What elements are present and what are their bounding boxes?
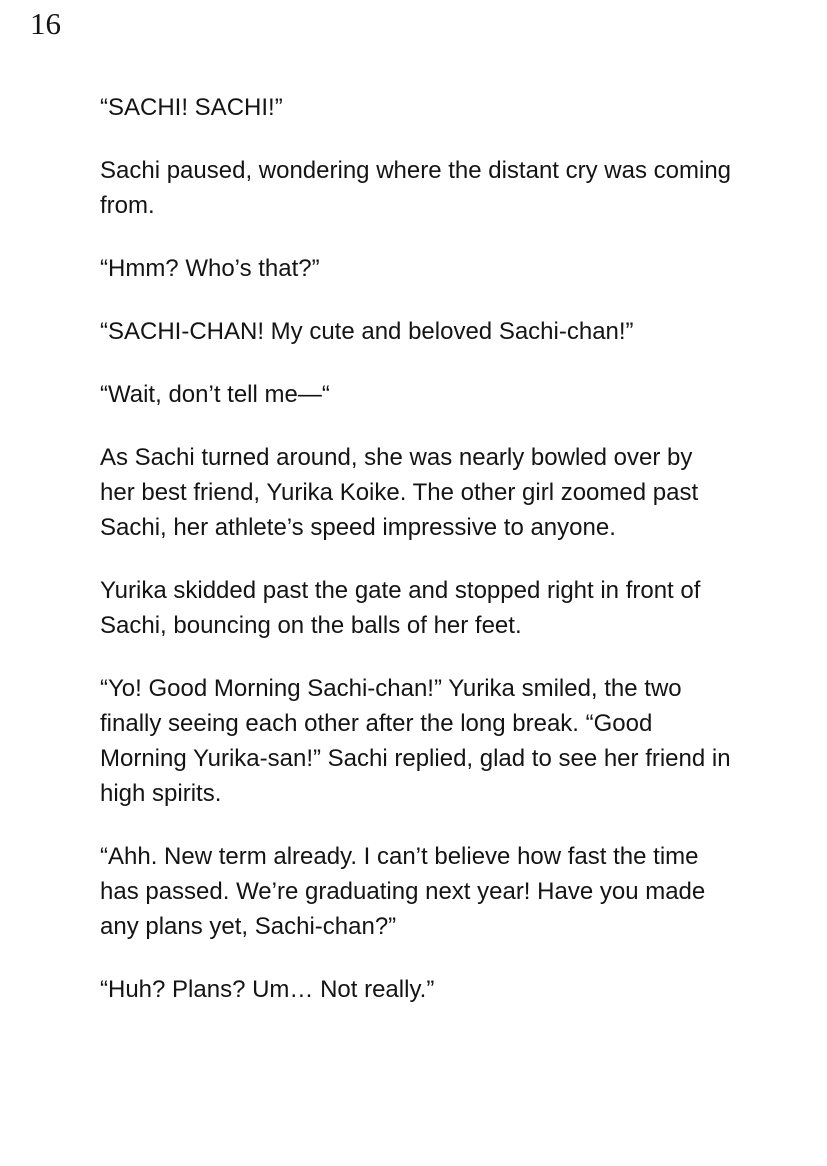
paragraph: Yurika skidded past the gate and stopped right in front of Sachi, bouncing on the balls of her feet. bbox=[100, 577, 701, 639]
paragraph: “Huh? Plans? Um… Not really.” bbox=[100, 976, 435, 1003]
paragraph: Sachi paused, wondering where the distant cry was coming from. bbox=[100, 157, 732, 219]
paragraph: “Yo! Good Morning Sachi-chan!” Yurika smiled, the two finally seeing each other after the long break. “Good Morning Yurika-san!” Sachi replied, glad to see her friend in high spirits. bbox=[100, 675, 731, 807]
paragraph: “SACHI-CHAN! My cute and beloved Sachi-chan!” bbox=[100, 318, 634, 345]
paragraph: “Wait, don’t tell me—“ bbox=[100, 381, 330, 408]
page-number: 16 bbox=[30, 6, 61, 41]
paragraph: As Sachi turned around, she was nearly bowled over by her best friend, Yurika Koike. The other girl zoomed past Sachi, her athlete’s speed impressive to anyone. bbox=[100, 444, 699, 541]
paragraph: “Ahh. New term already. I can’t believe how fast the time has passed. We’re graduating next year! Have you made any plans yet, Sachi-chan?” bbox=[100, 843, 706, 940]
paragraph: “Hmm? Who’s that?” bbox=[100, 255, 320, 282]
page-text bbox=[100, 90, 732, 1035]
paragraph: “SACHI! SACHI!” bbox=[100, 94, 283, 121]
